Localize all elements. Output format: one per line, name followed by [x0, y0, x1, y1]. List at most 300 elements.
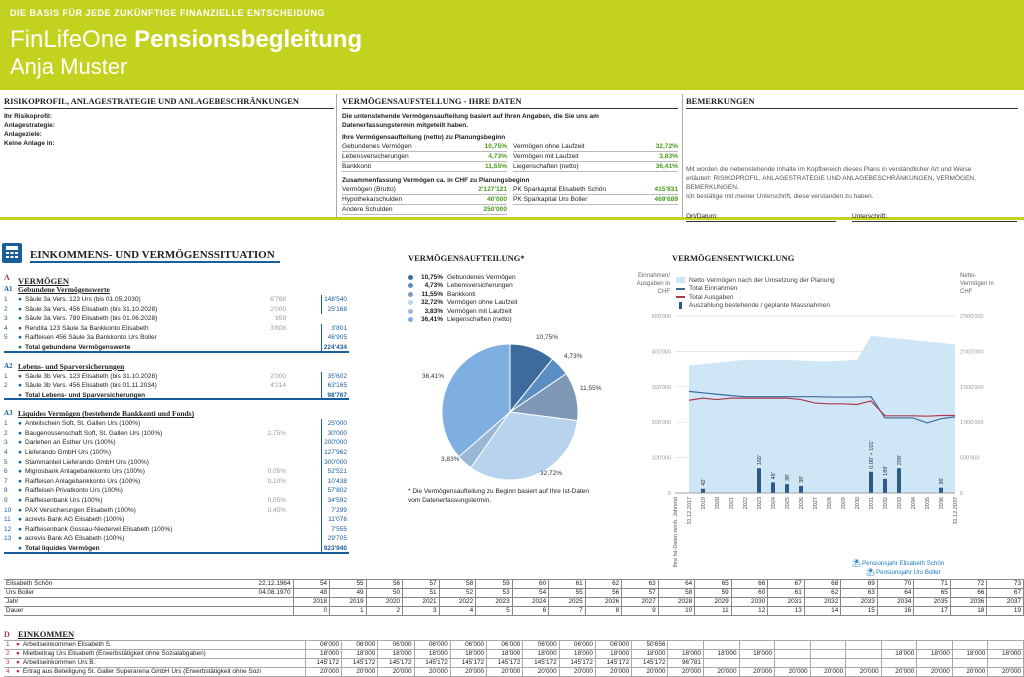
income-cell: 145'172 [559, 659, 595, 668]
asset-name: Migrosbank Anlagebankkonto Urs (100%) [25, 468, 145, 476]
allocation-row-label: Liegenschaften (netto) [513, 163, 579, 170]
pie-legend-item [408, 307, 578, 316]
bar-label: 165' [757, 454, 763, 466]
income-cell: 18'000 [487, 650, 523, 659]
asset-row[interactable] [4, 381, 349, 391]
income-cell [810, 641, 846, 650]
asset-row[interactable] [4, 458, 349, 468]
income-cell [952, 641, 988, 650]
age-cell: 58 [658, 589, 695, 598]
bullet-icon: ● [18, 535, 22, 543]
income-cell [703, 641, 739, 650]
row-number: 10 [4, 506, 12, 514]
income-name: Arbeitseinkommen Elisabeth S. [22, 641, 112, 648]
right-axis-tick: 2'500'000 [960, 314, 984, 320]
asset-name: Säule 3b Vers. 456 Elisabeth (bis 01.11.2034) [25, 382, 157, 390]
asset-value: 300'000 [321, 458, 349, 468]
age-cell: 57 [403, 580, 440, 589]
legend-dot-icon [408, 300, 413, 305]
bullet-icon: ● [18, 545, 22, 552]
income-row[interactable] [4, 650, 1024, 659]
allocation-row-value: 4,73% [488, 153, 507, 160]
payout-bar [785, 484, 789, 493]
income-cell: 96'781 [668, 659, 704, 668]
place-date-field[interactable]: Ort/Datum: [686, 212, 836, 222]
right-axis-tick: 2'000'000 [960, 349, 984, 356]
asset-name: Raiffeisenbank Urs (100%) [25, 497, 103, 504]
asset-row[interactable] [4, 295, 349, 305]
income-cell: 20'000 [559, 668, 595, 677]
person-name: Elisabeth Schön [6, 580, 53, 587]
income-cell: 18'000 [559, 650, 595, 659]
income-row[interactable] [4, 668, 1024, 677]
duration-cell: 7 [549, 607, 586, 616]
pie-legend-item [408, 299, 578, 308]
payout-bar [799, 486, 803, 493]
x-axis-tick: 2019 [701, 497, 707, 510]
year-cell: 2034 [877, 598, 914, 607]
allocation-title: Ihre Vermögensaufteilung (netto) zu Planungsbeginn [342, 134, 506, 141]
summary-row [513, 185, 678, 195]
pension-year-label: Pensionsjahr Urs Boller [876, 569, 941, 576]
bullet-icon: ● [18, 468, 22, 476]
allocation-row-value: 10,75% [484, 143, 507, 150]
chart-title: VERMÖGENSENTWICKLUNG [672, 253, 795, 263]
income-cell: 20'000 [739, 668, 775, 677]
duration-cell: 2 [366, 607, 403, 616]
timeline-grid [4, 579, 1024, 616]
x-axis-tick: Ihre Ist-Daten rerch. Jahrend [673, 497, 679, 568]
bullet-icon: ● [18, 497, 22, 504]
x-axis-tick: 2030 [855, 497, 861, 510]
income-cell: 20'000 [775, 668, 811, 677]
risk-profile-title: RISIKOPROFIL, ANLAGESTRATEGIE UND ANLAGEBESCHRÄNKUNGEN [4, 96, 334, 109]
allocation-row [342, 162, 507, 172]
risk-profile-panel [4, 96, 334, 148]
payout-bar [771, 482, 775, 493]
asset-name: Raiffeisen Anlagebankkonto Urs (100%) [25, 477, 141, 485]
bullet-icon: ● [18, 458, 22, 466]
income-label [4, 659, 305, 668]
report-title: FinLifeOne Pensionsbegleitung [10, 26, 363, 53]
row-number: 3 [4, 315, 8, 323]
asset-statement-panel [342, 96, 678, 215]
bullet-icon: ● [16, 641, 20, 648]
row-number: 5 [4, 334, 8, 342]
spacer [54, 598, 293, 607]
income-cell: 06'000 [595, 641, 631, 650]
wealth-development-chart [620, 290, 1024, 576]
legend-label: Lebensversicherungen [447, 282, 513, 290]
age-cell: 72 [950, 580, 987, 589]
asset-row[interactable] [4, 314, 349, 324]
pie-footnote: * Die Vermögensaufteilung zu Beginn basiert auf Ihre Ist-Daten vom Datenerfassungstermin. [408, 488, 590, 504]
income-name: Ertrag aus Beteiligung St. Galler Superarena GmbH Urs (Erwerbstätigkeit ohne Sozi [22, 668, 261, 675]
income-cell [988, 659, 1024, 668]
pie-legend-item [408, 282, 578, 291]
income-cell: 06'000 [378, 641, 414, 650]
bar-label: 48' [771, 472, 777, 480]
income-cell: 06'000 [305, 641, 341, 650]
tagline: DIE BASIS FÜR JEDE ZUKÜNFTIGE FINANZIELLE ENTSCHEIDUNG [10, 8, 326, 18]
income-label [4, 641, 305, 650]
age-cell: 56 [585, 589, 622, 598]
income-cell: 20'000 [703, 668, 739, 677]
total-label: Total Lebens- und Sparversicherungen [25, 391, 146, 399]
payout-bar [701, 489, 705, 493]
asset-row[interactable] [4, 305, 349, 315]
year-cell: 2026 [585, 598, 622, 607]
asset-secondary: 0,10% [267, 477, 286, 485]
legend-label: Bankkonti [447, 290, 476, 298]
row-number: 1 [4, 420, 8, 428]
income-cell: 18'000 [523, 650, 559, 659]
pie-slice-label: 4,73% [564, 353, 583, 360]
asset-value: 35'602 [321, 372, 349, 382]
bullet-icon: ● [18, 315, 22, 323]
x-axis-tick: 2034 [911, 497, 917, 510]
bullet-icon: ● [18, 429, 22, 437]
asset-row[interactable] [4, 448, 349, 458]
asset-row[interactable] [4, 486, 349, 496]
allocation-row-value: 3,83% [659, 153, 678, 160]
bar-label: 42' [701, 478, 707, 486]
year-cell: 2027 [622, 598, 659, 607]
bullet-icon: ● [18, 305, 22, 313]
legend-percent: 4,73% [424, 282, 443, 290]
asset-row[interactable] [4, 429, 349, 439]
income-cell [846, 650, 882, 659]
bar-label: 299' [897, 454, 903, 466]
asset-name: Raiffeisen 456 Säule 3a Bankkonto Urs Boller [25, 334, 157, 342]
income-cell: 20'000 [668, 668, 704, 677]
year-cell: 2021 [403, 598, 440, 607]
remarks-title: BEMERKUNGEN [686, 96, 1018, 109]
asset-value: 10'438 [321, 477, 349, 487]
pie-slice-label: 36,41% [422, 373, 445, 380]
asset-name: Baugenossenschaft Soft, St. Gallen Urs (100%) [25, 429, 163, 437]
income-cell: 18'000 [595, 650, 631, 659]
year-cell: 2032 [804, 598, 841, 607]
bar-label: 36' [939, 477, 945, 485]
summary-row-value: 2'127'121 [478, 186, 507, 193]
duration-cell: 19 [987, 607, 1024, 616]
asset-value: 7'299 [321, 506, 349, 516]
age-cell: 54 [293, 580, 330, 589]
income-cell [739, 641, 775, 650]
legend-percent: 32,72% [420, 299, 443, 307]
income-cell [952, 659, 988, 668]
legend-label: Netto Vermögen nach der Umsetzung der Planung [689, 276, 835, 284]
asset-value: 57'802 [321, 486, 349, 496]
bullet-icon: ● [18, 449, 22, 456]
duration-cell: 11 [695, 607, 732, 616]
year-cell: 2022 [439, 598, 476, 607]
section-code: A2 [4, 361, 13, 370]
income-row[interactable] [4, 659, 1024, 668]
income-cell: 06'000 [559, 641, 595, 650]
age-cell: 52 [439, 589, 476, 598]
asset-row[interactable] [4, 419, 349, 429]
row-number: 13 [4, 535, 12, 543]
row-number: 11 [4, 516, 11, 524]
asset-row[interactable] [4, 534, 349, 544]
asset-row[interactable] [4, 438, 349, 448]
income-cell: 20'000 [414, 668, 450, 677]
summary-right-list [513, 185, 678, 215]
asset-secondary: 959 [275, 315, 286, 323]
income-cell: 06'000 [342, 641, 378, 650]
summary-row [342, 205, 507, 215]
pie-slice-label: 11,55% [580, 385, 602, 392]
income-cell: 145'172 [595, 659, 631, 668]
income-cell [810, 659, 846, 668]
pie-slice-label: 32,72% [540, 470, 563, 477]
allocation-row-label: Vermögen mit Laufzeit [513, 153, 579, 160]
left-axis-tick: 300'000 [651, 384, 671, 391]
income-name: Arbeitseinkommen Urs B. [22, 659, 96, 666]
duration-label: Dauer [4, 607, 54, 616]
year-cell: 2024 [512, 598, 549, 607]
pie-legend-item [408, 316, 578, 325]
asset-secondary: 6'768 [270, 296, 286, 303]
asset-row[interactable] [4, 525, 349, 535]
legend-dot-icon [408, 309, 413, 314]
x-axis-tick: 2025 [785, 497, 791, 510]
income-cell: 145'172 [378, 659, 414, 668]
legend-percent: 10,75% [420, 273, 443, 281]
summary-row-value: 40'000 [487, 196, 507, 203]
income-heading: EINKOMMEN [18, 629, 75, 639]
income-cell: 20'000 [810, 668, 846, 677]
asset-row[interactable] [4, 333, 349, 343]
asset-name: PAX Versicherungen Elisabeth (100%) [25, 506, 136, 514]
age-cell: 66 [950, 589, 987, 598]
row-number: 2 [4, 305, 8, 313]
age-cell: 62 [585, 580, 622, 589]
allocation-row-label: Gebundenes Vermögen [342, 143, 412, 150]
income-cell [988, 641, 1024, 650]
age-cell: 68 [804, 580, 841, 589]
chart-legend-item [676, 276, 876, 285]
income-cell: 18'000 [414, 650, 450, 659]
summary-left-list [342, 185, 507, 215]
asset-row[interactable] [4, 324, 349, 334]
x-axis-tick: 2033 [897, 497, 903, 510]
row-number: 1 [4, 296, 8, 303]
bullet-icon: ● [18, 296, 22, 303]
legend-label: Total Einnahmen [689, 285, 738, 293]
income-cell: 20'000 [632, 668, 668, 677]
allocation-row-label: Bankkonti [342, 163, 371, 170]
legend-label: Auszahlung bestehende / geplante Massnahmen [689, 302, 830, 310]
age-cell: 70 [877, 580, 914, 589]
income-cell: 18'000 [450, 650, 486, 659]
age-cell: 69 [841, 580, 878, 589]
bullet-icon: ● [16, 668, 20, 675]
age-cell: 64 [877, 589, 914, 598]
allocation-row [513, 142, 678, 152]
age-cell: 64 [658, 580, 695, 589]
payout-bar [869, 472, 873, 493]
year-cell: 2018 [293, 598, 330, 607]
year-cell: 2019 [330, 598, 367, 607]
bullet-icon: ● [18, 516, 22, 524]
right-axis-tick: 0 [960, 491, 964, 497]
income-cell [775, 659, 811, 668]
duration-cell: 12 [731, 607, 768, 616]
year-cell: 2037 [987, 598, 1024, 607]
pie-slice-label: 3,83% [441, 456, 460, 463]
pie-legend [408, 273, 578, 324]
age-cell: 49 [330, 589, 367, 598]
row-number: 4 [4, 324, 8, 332]
age-cell: 57 [622, 589, 659, 598]
income-cell [917, 641, 953, 650]
income-cell [846, 659, 882, 668]
left-axis-tick: 0 [667, 491, 671, 497]
bullet-icon: ● [18, 324, 22, 332]
year-label: Jahr [4, 598, 54, 607]
income-cell: 18'000 [632, 650, 668, 659]
asset-total-row [4, 544, 349, 554]
total-value: 224'434 [321, 343, 349, 353]
remarks-panel [686, 96, 1018, 220]
legend-label: Gebundenes Vermögen [447, 273, 516, 281]
asset-value: 30'000 [321, 429, 349, 439]
year-cell: 2031 [768, 598, 805, 607]
row-number: 9 [4, 497, 8, 504]
age-cell: 55 [330, 580, 367, 589]
left-axis-tick: 100'000 [651, 455, 671, 462]
legend-label: Vermögen ohne Laufzeit [447, 299, 518, 307]
summary-row-label: Andere Schulden [342, 206, 393, 213]
x-axis-tick: 2028 [827, 497, 833, 510]
year-cell: 2033 [841, 598, 878, 607]
allocation-row-value: 11,55% [485, 163, 507, 170]
asset-row[interactable] [4, 515, 349, 525]
remarks-text: erläutert: RISIKOPROFIL, ANLAGESTRATEGIE UND ANLAGEBESCHRÄNKUNGEN, VERMÖGEN, [686, 175, 976, 182]
asset-secondary: 2'000 [270, 372, 286, 380]
income-cell: 20'000 [305, 668, 341, 677]
allocation-row [342, 142, 507, 152]
signature-field[interactable]: Unterschrift: [852, 212, 1017, 222]
asset-value: 127'962 [321, 448, 349, 458]
bullet-icon: ● [18, 420, 22, 428]
income-cell: 145'172 [305, 659, 341, 668]
bullet-icon: ● [16, 659, 20, 666]
income-cell [881, 659, 917, 668]
income-cell [881, 641, 917, 650]
income-cell: 18'000 [703, 650, 739, 659]
bar-label: 39' [799, 475, 805, 483]
asset-row[interactable] [4, 372, 349, 382]
asset-row[interactable] [4, 467, 349, 477]
total-value: 923'940 [321, 544, 349, 554]
x-axis-tick: 2036 [939, 497, 945, 510]
allocation-row-label: Lebensversicherungen [342, 153, 409, 160]
legend-percent: 11,55% [421, 290, 443, 298]
bullet-icon: ● [18, 372, 22, 380]
income-cell: 20'000 [342, 668, 378, 677]
payout-bar [757, 468, 761, 493]
summary-row [513, 195, 678, 205]
bullet-icon: ● [18, 391, 22, 399]
income-cell: 20'000 [881, 668, 917, 677]
age-cell: 63 [622, 580, 659, 589]
row-number: 4 [4, 449, 8, 456]
summary-row-label: PK Sparkapital Elisabeth Schön [513, 186, 607, 193]
income-table [4, 640, 1024, 677]
year-cell: 2020 [366, 598, 403, 607]
asset-name: acrevis Bank AG Elisabeth (100%) [25, 516, 125, 524]
summary-row-value: 415'831 [654, 186, 678, 193]
year-cell: 2028 [658, 598, 695, 607]
x-axis-tick: 2022 [743, 497, 749, 510]
asset-row[interactable] [4, 477, 349, 487]
duration-cell: 16 [877, 607, 914, 616]
age-cell: 67 [987, 589, 1024, 598]
income-cell: 145'172 [632, 659, 668, 668]
duration-cell: 13 [768, 607, 805, 616]
age-cell: 71 [914, 580, 951, 589]
age-cell: 56 [366, 580, 403, 589]
row-number: 1 [4, 372, 8, 380]
bullet-icon: ● [18, 334, 22, 342]
asset-secondary: 0,45% [267, 506, 286, 514]
section-title: Liquides Vermögen (bestehende Bankkonti und Fonds) [18, 409, 195, 419]
income-cell: 20'000 [450, 668, 486, 677]
row-number: 2 [6, 650, 10, 657]
bar-label: 38' [785, 473, 791, 482]
x-axis-tick: 2026 [799, 497, 805, 510]
income-cell [775, 650, 811, 659]
row-number: 1 [6, 641, 10, 648]
left-axis-label: Einnahmen/ Ausgaben in CHF [636, 273, 670, 295]
bullet-icon: ● [18, 439, 22, 447]
allocation-left-list [342, 142, 507, 172]
person-age-row [4, 589, 1024, 598]
income-cell: 06'000 [523, 641, 559, 650]
total-label: Total liquides Vermögen [25, 545, 100, 552]
asset-row[interactable] [4, 496, 349, 506]
right-axis-tick: 1'500'000 [960, 384, 984, 391]
row-number: 6 [4, 468, 8, 476]
remarks-text: Mit worden die nebenstehende Inhalte im Kopfbereich dieses Plans in verständlicher Art und Weise [686, 166, 972, 173]
left-axis-tick: 200'000 [651, 420, 671, 427]
duration-cell: 9 [622, 607, 659, 616]
client-name: Anja Muster [10, 54, 128, 79]
bar-label: 189' [883, 465, 889, 476]
duration-row [4, 607, 1024, 616]
income-cell: 20'000 [487, 668, 523, 677]
pie-slice-label: 10,75% [536, 334, 559, 341]
income-cell: 06'000 [450, 641, 486, 650]
bullet-icon: ● [18, 382, 22, 390]
legend-dot-icon [408, 283, 413, 288]
income-cell: 18'000 [668, 650, 704, 659]
asset-row[interactable] [4, 506, 349, 516]
right-axis-tick: 1'000'000 [960, 420, 984, 427]
income-row[interactable] [4, 641, 1024, 650]
duration-cell: 6 [512, 607, 549, 616]
x-axis-tick: 2020 [715, 497, 721, 510]
calculator-icon [2, 243, 22, 263]
income-label [4, 668, 305, 677]
x-axis-tick: 2027 [813, 497, 819, 510]
right-axis-tick: 500'000 [960, 455, 980, 462]
age-cell: 60 [731, 589, 768, 598]
